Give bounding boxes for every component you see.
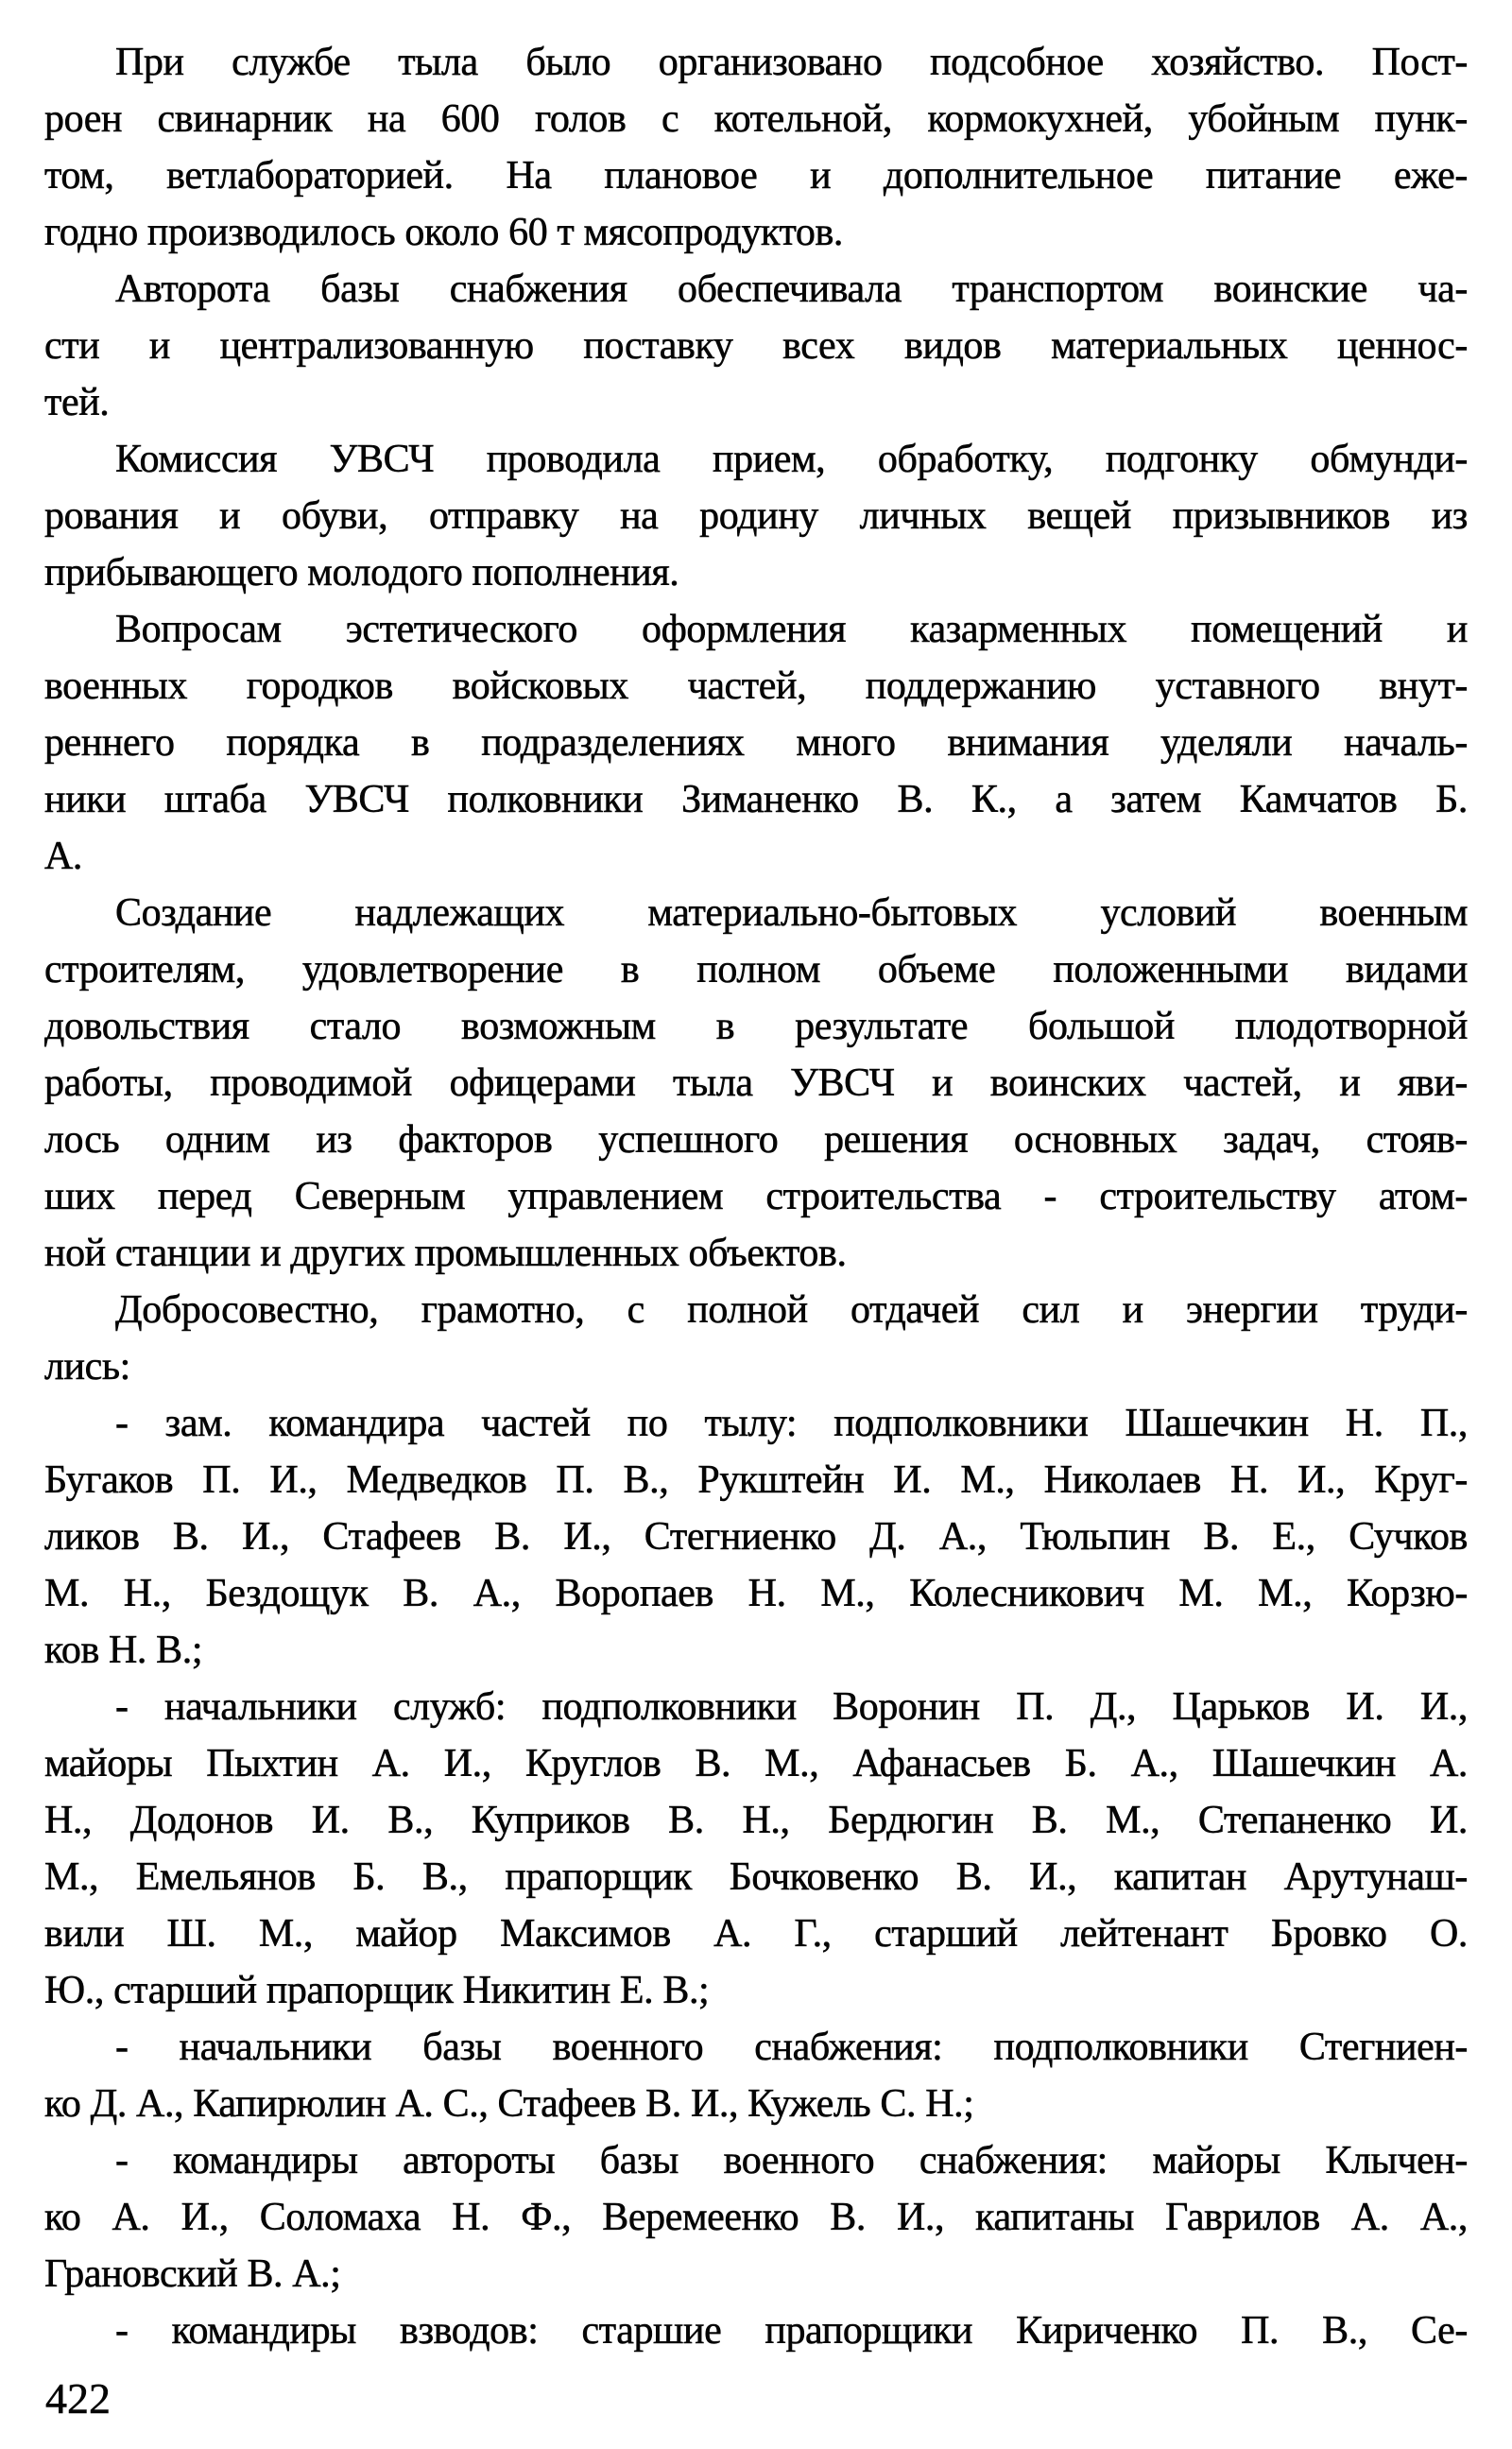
- text-line: Бугаков П. И., Медведков П. В., Рукштейн И. М., Николаев Н. И., Круг-: [44, 1458, 1468, 1502]
- text-line: Вопросам эстетического оформления казарменных помещений и: [115, 608, 1468, 651]
- text-line: ной станции и других промышленных объектов.: [44, 1232, 847, 1275]
- text-line: - начальники базы военного снабжения: подполковники Стегниен-: [115, 2026, 1468, 2069]
- text-line: ко Д. А., Капирюлин А. С., Стафеев В. И., Кужель С. Н.;: [44, 2082, 974, 2126]
- text-block: [44, 34, 1468, 2359]
- text-line: рования и обуви, отправку на родину личных вещей призывников из: [44, 494, 1468, 538]
- text-line: Создание надлежащих материально-бытовых условий военным: [115, 891, 1468, 935]
- text-line: М. Н., Бездощук В. А., Воропаев Н. М., Колесникович М. М., Корзю-: [44, 1572, 1468, 1615]
- text-line: ших перед Северным управлением строительства - строительству атом-: [44, 1175, 1468, 1218]
- text-line: ники штаба УВСЧ полковники Зиманенко В. К., а затем Камчатов Б.: [44, 778, 1468, 821]
- text-line: майоры Пыхтин А. И., Круглов В. М., Афанасьев Б. А., Шашечкин А.: [44, 1742, 1468, 1785]
- text-line: лись:: [44, 1345, 130, 1388]
- text-line: сти и централизованную поставку всех видов материальных ценнос-: [44, 324, 1468, 368]
- text-line: Комиссия УВСЧ проводила прием, обработку, подгонку обмунди-: [115, 438, 1468, 481]
- page-number: 422: [45, 2374, 111, 2423]
- text-line: реннего порядка в подразделениях много внимания уделяли началь-: [44, 721, 1468, 765]
- text-line: роен свинарник на 600 голов с котельной, кормокухней, убойным пунк-: [44, 97, 1468, 141]
- text-line: - начальники служб: подполковники Воронин П. Д., Царьков И. И.,: [115, 1685, 1468, 1729]
- text-line: том, ветлабораторией. На плановое и дополнительное питание еже-: [44, 154, 1468, 198]
- text-line: вили Ш. М., майор Максимов А. Г., старший лейтенант Бровко О.: [44, 1912, 1468, 1956]
- text-line: При службе тыла было организовано подсобное хозяйство. Пост-: [115, 41, 1468, 84]
- text-line: - командиры автороты базы военного снабжения: майоры Клычен-: [115, 2139, 1468, 2182]
- text-line: Добросовестно, грамотно, с полной отдачей сил и энергии труди-: [115, 1288, 1468, 1332]
- text-line: Н., Додонов И. В., Куприков В. Н., Бердюгин В. М., Степаненко И.: [44, 1799, 1468, 1842]
- text-line: ко А. И., Соломаха Н. Ф., Веремеенко В. И., капитаны Гаврилов А. А.,: [44, 2196, 1468, 2239]
- text-line: - командиры взводов: старшие прапорщики Кириченко П. В., Се-: [115, 2309, 1468, 2353]
- text-line: М., Емельянов Б. В., прапорщик Бочковенко В. И., капитан Арутунаш-: [44, 1855, 1468, 1899]
- text-line: ликов В. И., Стафеев В. И., Стегниенко Д. А., Тюльпин В. Е., Сучков: [44, 1515, 1468, 1559]
- text-line: строителям, удовлетворение в полном объеме положенными видами: [44, 948, 1468, 992]
- text-line: лось одним из факторов успешного решения основных задач, стояв-: [44, 1118, 1468, 1162]
- text-line: А.: [44, 835, 83, 878]
- text-line: работы, проводимой офицерами тыла УВСЧ и воинских частей, и яви-: [44, 1061, 1468, 1105]
- text-line: ков Н. В.;: [44, 1629, 203, 1672]
- text-line: годно производилось около 60 т мясопродуктов.: [44, 211, 844, 254]
- text-line: - зам. командира частей по тылу: подполковники Шашечкин Н. П.,: [115, 1402, 1468, 1445]
- text-line: Ю., старший прапорщик Никитин Е. В.;: [44, 1969, 710, 2012]
- text-line: тей.: [44, 381, 110, 424]
- text-line: военных городков войсковых частей, поддержанию уставного внут-: [44, 664, 1468, 708]
- text-line: Грановский В. А.;: [44, 2252, 341, 2296]
- text-line: прибывающего молодого пополнения.: [44, 551, 679, 595]
- text-line: Авторота базы снабжения обеспечивала транспортом воинские ча-: [115, 267, 1468, 311]
- text-line: довольствия стало возможным в результате большой плодотворной: [44, 1005, 1468, 1048]
